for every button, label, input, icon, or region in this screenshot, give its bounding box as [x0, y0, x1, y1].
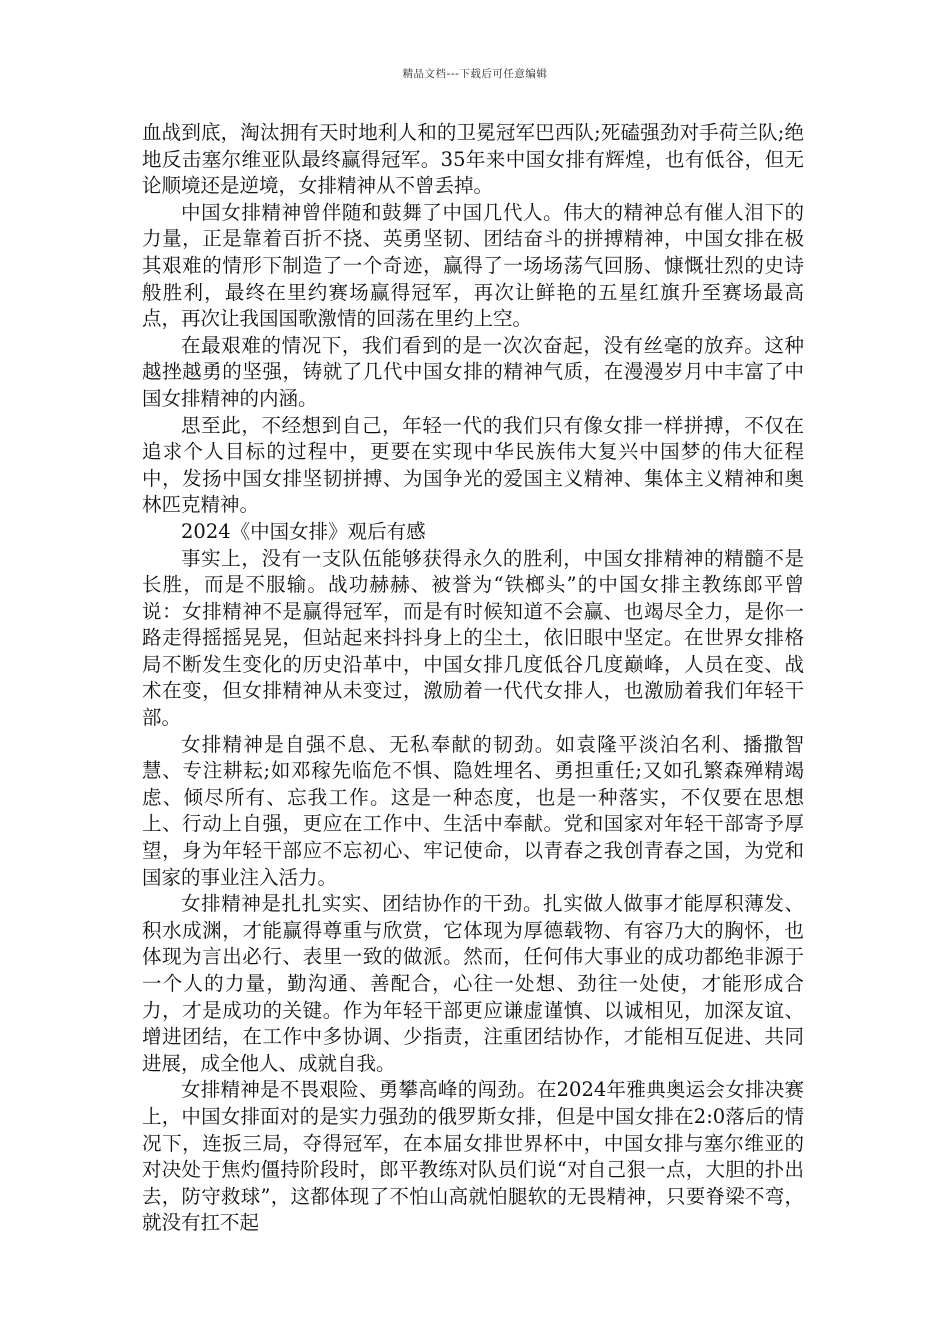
paragraph-continued: 血战到底，淘汰拥有天时地利人和的卫冕冠军巴西队;死磕强劲对手荷兰队;绝地反击塞尔维亚队最终赢得冠军。35年来中国女排有辉煌，也有低谷，但无论顺境还是逆境，女排精神从不曾丢掉。 [142, 121, 804, 198]
paragraph: 女排精神是不畏艰险、勇攀高峰的闯劲。在2024年雅典奥运会女排决赛上，中国女排面对的是实力强劲的俄罗斯女排，但是中国女排在2:0落后的情况下，连扳三局，夺得冠军，在本届女排世界杯中，中国女排与塞尔维亚的对决处于焦灼僵持阶段时，郎平教练对队员们说“对自己狠一点，大胆的扑出去，防守救球”，这都体现了不怕山高就怕腿软的无畏精神，只要脊梁不弯，就没有扛不起 [142, 1078, 804, 1235]
paragraph: 在最艰难的情况下，我们看到的是一次次奋起，没有丝毫的放弃。这种越挫越勇的坚强，铸就了几代中国女排的精神气质，在漫漫岁月中丰富了中国女排精神的内涵。 [142, 333, 804, 410]
paragraph: 思至此，不经想到自己，年轻一代的我们只有像女排一样拼搏，不仅在追求个人目标的过程中，更要在实现中华民族伟大复兴中国梦的伟大征程中，发扬中国女排坚韧拼搏、为国争光的爱国主义精神、集体主义精神和奥林匹克精神。 [142, 413, 804, 517]
paragraph: 事实上，没有一支队伍能够获得永久的胜利，中国女排精神的精髓不是长胜，而是不服输。战功赫赫、被誉为“铁榔头”的中国女排主教练郎平曾说：女排精神不是赢得冠军，而是有时候知道不会赢、也竭尽全力，是你一路走得摇摇晃晃，但站起来抖抖身上的尘土，依旧眼中坚定。在世界女排格局不断发生变化的历史沿革中，中国女排几度低谷几度巅峰，人员在变、战术在变，但女排精神从未变过，激励着一代代女排人，也激励着我们年轻干部。 [142, 546, 804, 730]
paragraph: 女排精神是扎扎实实、团结协作的干劲。扎实做人做事才能厚积薄发、积水成渊，才能赢得尊重与欣赏，它体现为厚德载物、有容乃大的胸怀，也体现为言出必行、表里一致的做派。然而，任何伟大事业的成功都绝非源于一个人的力量，勤沟通、善配合，心往一处想、劲往一处使，才能形成合力，才是成功的关键。作为年轻干部更应谦虚谨慎、以诚相见，加深友谊、增进团结，在工作中多协调、少指责，注重团结协作，才能相互促进、共同进展，成全他人、成就自我。 [142, 892, 804, 1075]
page-header: 精品文档---下载后可任意编辑 [402, 68, 548, 80]
paragraph: 中国女排精神曾伴随和鼓舞了中国几代人。伟大的精神总有催人泪下的力量，正是靠着百折不挠、英勇坚韧、团结奋斗的拼搏精神，中国女排在极其艰难的情形下制造了一个奇迹，赢得了一场场荡气回肠、慷慨壮烈的史诗般胜利，最终在里约赛场赢得冠军，再次让鲜艳的五星红旗升至赛场最高点，再次让我国国歌激情的回荡在里约上空。 [142, 200, 804, 331]
paragraph: 女排精神是自强不息、无私奉献的韧劲。如袁隆平淡泊名利、播撒智慧、专注耕耘;如邓稼先临危不惧、隐姓埋名、勇担重任;又如孔繁森殚精竭虑、倾尽所有、忘我工作。这是一种态度，也是一种落实，不仅要在思想上、行动上自强，更应在工作中、生活中奉献。党和国家对年轻干部寄予厚望，身为年轻干部应不忘初心、牢记使命，以青春之我创青春之国，为党和国家的事业注入活力。 [142, 732, 804, 889]
section-title: 2024《中国女排》观后有感 [181, 519, 426, 543]
document-body [142, 120, 804, 1237]
